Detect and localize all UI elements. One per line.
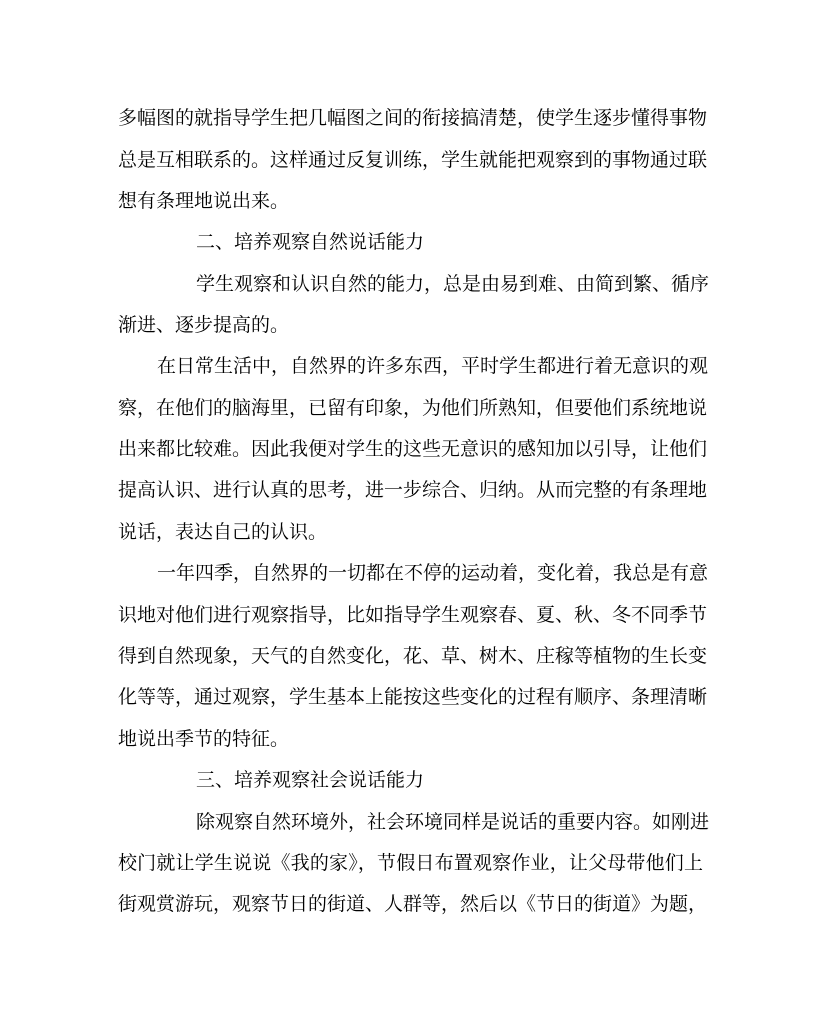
text-line: 得到自然现象，天气的自然变化，花、草、树木、庄稼等植物的生长变 (118, 645, 708, 667)
text-line: 识地对他们进行观察指导，比如指导学生观察春、夏、秋、冬不同季节 (118, 604, 708, 626)
text-line: 说话，表达自己的认识。 (118, 521, 328, 543)
text-line: 除观察自然环境外，社会环境同样是说话的重要内容。如刚进 (196, 811, 710, 833)
text-line: 提高认识、进行认真的思考，进一步综合、归纳。从而完整的有条理地 (118, 479, 708, 501)
text-line: 察，在他们的脑海里，已留有印象，为他们所熟知，但要他们系统地说 (118, 397, 708, 419)
text-line: 街观赏游玩，观察节日的街道、人群等，然后以《节日的街道》为题， (118, 893, 708, 915)
text-line: 想有条理地说出来。 (118, 190, 290, 212)
text-line: 地说出季节的特征。 (118, 728, 290, 750)
text-line: 出来都比较难。因此我便对学生的这些无意识的感知加以引导，让他们 (118, 438, 708, 460)
text-line: 在日常生活中，自然界的许多东西，平时学生都进行着无意识的观 (157, 355, 709, 377)
text-line: 渐进、逐步提高的。 (118, 314, 290, 336)
text-line: 总是互相联系的。这样通过反复训练，学生就能把观察到的事物通过联 (118, 149, 708, 171)
text-line: 一年四季，自然界的一切都在不停的运动着，变化着，我总是有意 (157, 562, 709, 584)
text-line: 学生观察和认识自然的能力，总是由易到难、由简到繁、循序 (196, 273, 710, 295)
text-line: 校门就让学生说说《我的家》，节假日布置观察作业，让父母带他们上 (118, 852, 703, 874)
text-line: 化等等，通过观察，学生基本上能按这些变化的过程有顺序、条理清晰 (118, 686, 708, 708)
section-heading: 二、培养观察自然说话能力 (196, 231, 425, 253)
section-heading: 三、培养观察社会说话能力 (196, 769, 425, 791)
text-line: 多幅图的就指导学生把几幅图之间的衔接搞清楚，使学生逐步懂得事物 (118, 107, 708, 129)
